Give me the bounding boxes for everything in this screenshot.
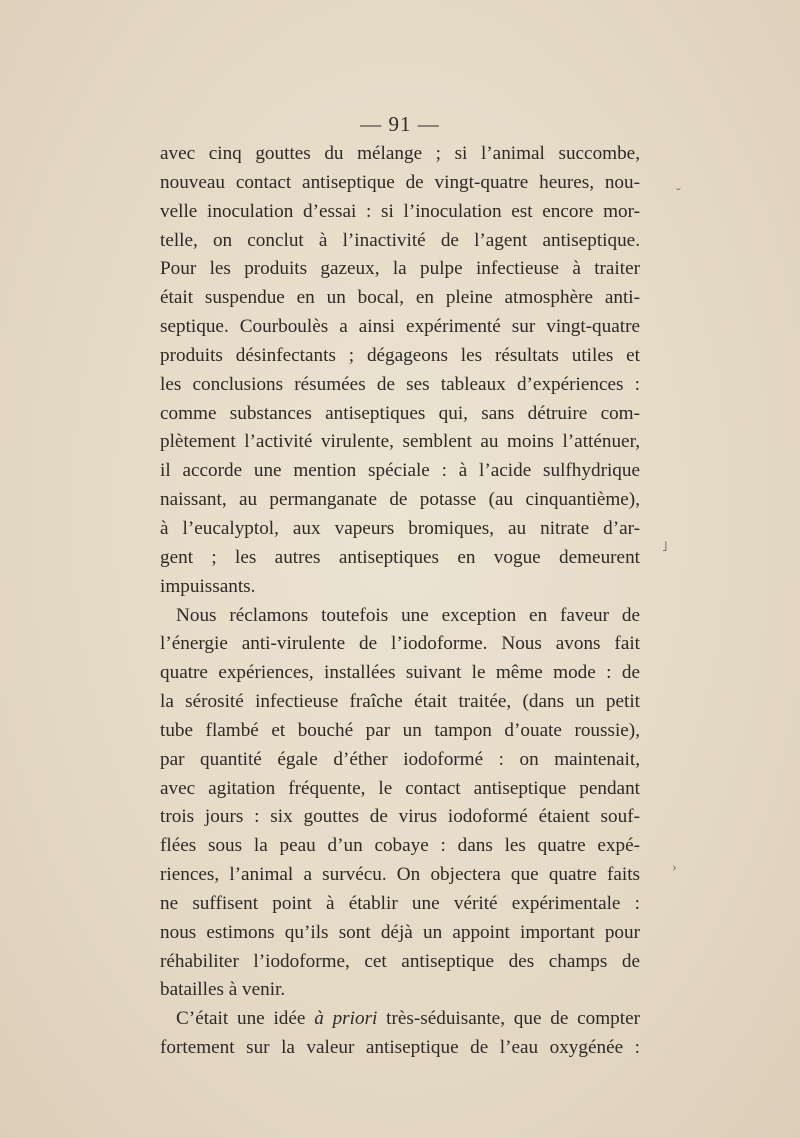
text-line: fortement sur la valeur antiseptique de l’eau oxygénée : [160, 1037, 640, 1059]
text-line: nous estimons qu’ils sont déjà un appoint important pour [160, 921, 640, 943]
body-text [160, 140, 640, 1063]
text-line: batailles à venir. [160, 979, 286, 1001]
italic-phrase: à priori [314, 1008, 378, 1030]
text-line: la sérosité infectieuse fraîche était traitée, (dans un petit [160, 691, 640, 713]
page-number: — 91 — [360, 112, 440, 136]
text-line: tube flambé et bouché par un tampon d’ouate roussie), [160, 719, 640, 741]
text-line: les conclusions résumées de ses tableaux d’expériences : [160, 373, 640, 395]
text-line: quatre expériences, installées suivant le même mode : de [160, 662, 640, 684]
text-line: impuissants. [160, 575, 256, 597]
text-line: naissant, au permanganate de potasse (au cinquantième), [160, 489, 640, 511]
text-line: septique. Courboulès a ainsi expérimenté sur vingt-quatre [160, 316, 640, 338]
margin-pencil-mark: › [672, 860, 677, 875]
text-line: par quantité égale d’éther iodoformé : on maintenait, [160, 748, 640, 770]
text-line: gent ; les autres antiseptiques en vogue demeurent [160, 546, 640, 568]
text-line: comme substances antiseptiques qui, sans détruire com- [160, 402, 640, 424]
text-line: avec cinq gouttes du mélange ; si l’animal succombe, [160, 143, 640, 164]
text-line: velle inoculation d’essai : si l’inoculation est encore mor- [160, 200, 640, 222]
text-line: nouveau contact antiseptique de vingt-quatre heures, nou- [160, 171, 640, 193]
text-line: plètement l’activité virulente, semblent au moins l’atténuer, [160, 431, 640, 453]
margin-pencil-mark: ˬ [676, 176, 681, 191]
text-line: l’énergie anti-virulente de l’iodoforme. Nous avons fait [160, 633, 640, 655]
text-run: C’était une idée [176, 1008, 315, 1030]
text-line: réhabiliter l’iodoforme, cet antiseptique des champs de [160, 950, 640, 972]
text-line: Nous réclamons toutefois une exception en faveur de [176, 604, 640, 626]
text-line: à l’eucalyptol, aux vapeurs bromiques, au nitrate d’ar- [160, 517, 640, 539]
text-line: ne suffisent point à établir une vérité expérimentale : [160, 892, 640, 914]
margin-pencil-mark: ˩ [662, 540, 668, 555]
text-line: trois jours : six gouttes de virus iodoformé étaient souf- [160, 806, 640, 828]
text-line: flées sous la peau d’un cobaye : dans les quatre expé- [160, 835, 640, 857]
text-line: était suspendue en un bocal, en pleine atmosphère anti- [160, 287, 640, 309]
text-run: très-séduisante, que de compter [377, 1008, 641, 1030]
text-line: il accorde une mention spéciale : à l’acide sulfhydrique [160, 460, 640, 482]
text-line [160, 1005, 640, 1034]
text-line: telle, on conclut à l’inactivité de l’agent antiseptique. [160, 229, 640, 251]
text-line: produits désinfectants ; dégageons les résultats utiles et [160, 344, 640, 366]
text-line: Pour les produits gazeux, la pulpe infectieuse à traiter [160, 258, 640, 280]
text-line: riences, l’animal a survécu. On objectera que quatre faits [160, 864, 640, 886]
text-line: avec agitation fréquente, le contact antiseptique pendant [160, 777, 640, 799]
